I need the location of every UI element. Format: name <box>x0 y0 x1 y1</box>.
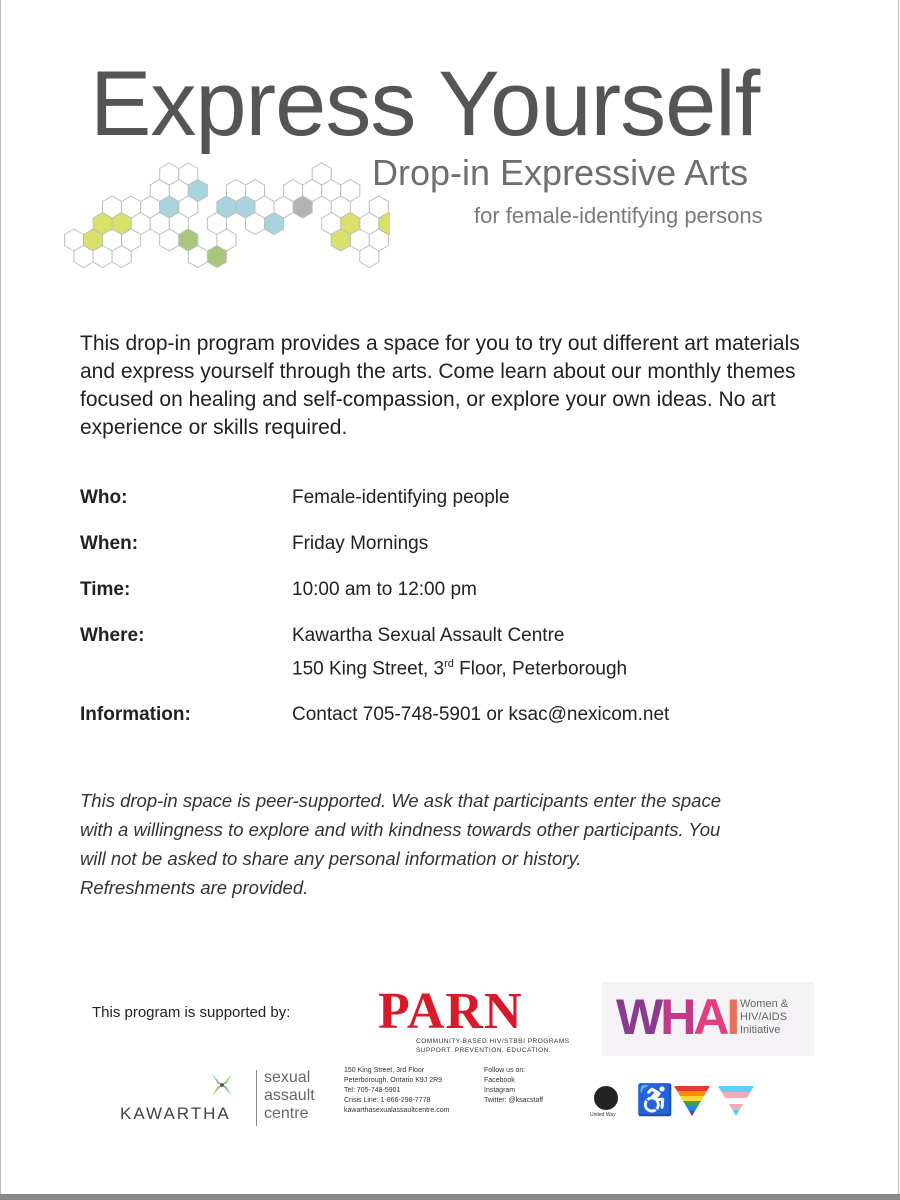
hexagon-cell <box>331 229 350 251</box>
page-subtitle: Drop-in Expressive Arts <box>372 152 749 193</box>
where-value <box>292 622 627 683</box>
notice-line-4: Refreshments are provided. <box>80 877 309 898</box>
hexagon-cell <box>217 196 236 218</box>
hexagon-cell <box>93 246 112 268</box>
detail-row-time <box>80 576 840 604</box>
program-details <box>80 484 840 747</box>
hexagon-cell <box>369 196 388 218</box>
where-line-1: Kawartha Sexual Assault Centre <box>292 625 565 646</box>
hexagon-cell <box>274 196 293 218</box>
whai-letter-w: W <box>616 989 661 1045</box>
whai-subtitle <box>740 998 788 1037</box>
whai-letter-h: H <box>660 989 694 1045</box>
whai-sub-line-2: HIV/AIDS <box>740 1011 788 1023</box>
who-label: Who: <box>80 487 128 508</box>
hexagon-cell <box>122 229 141 251</box>
hexagon-cell <box>160 229 179 251</box>
united-way-logo <box>594 1086 618 1110</box>
hexagon-cell <box>312 163 331 185</box>
social-line-3: Instagram <box>484 1087 516 1094</box>
information-value: Contact 705-748-5901 or ksac@nexicom.net <box>292 704 670 726</box>
supporters-label: This program is supported by: <box>92 1004 291 1021</box>
parn-tagline-1: COMMUNITY-BASED HIV/STBBI PROGRAMS <box>416 1038 570 1045</box>
where-line-2 <box>292 650 627 683</box>
time-label: Time: <box>80 579 131 600</box>
contact-line-2: Peterborough, Ontario K9J 2R9 <box>344 1077 443 1084</box>
wheelchair-icon: ♿ <box>636 1084 674 1117</box>
hexagon-cell <box>122 196 141 218</box>
ksac-leaf-icon <box>204 1070 240 1100</box>
where-address-city: Floor, Peterborough <box>453 658 628 680</box>
hexagon-cell <box>103 196 122 218</box>
audience-line: for female-identifying persons <box>474 203 763 228</box>
hexagon-cell <box>160 163 179 185</box>
whai-letter-a: A <box>693 989 727 1045</box>
ksac-line-centre: centre <box>264 1105 309 1122</box>
contact-line-3: Tel: 705-748-5901 <box>344 1087 401 1094</box>
where-label: Where: <box>80 625 145 646</box>
ksac-logo <box>120 1066 330 1130</box>
social-line-1: Follow us on: <box>484 1067 526 1074</box>
parn-wordmark: PARN <box>378 983 523 1040</box>
hexagon-cell <box>360 246 379 268</box>
whai-sub-line-3: Initiative <box>740 1024 781 1036</box>
contact-line-5: kawarthasexualassaultcentre.com <box>344 1107 450 1114</box>
hexagon-cell <box>217 229 236 251</box>
when-value: Friday Mornings <box>292 533 429 554</box>
ksac-line-sexual: sexual <box>264 1069 311 1086</box>
hexagon-cell <box>255 196 274 218</box>
parn-logo <box>378 983 588 1056</box>
whai-wordmark <box>616 989 738 1045</box>
where-address-street: 150 King Street, 3 <box>292 658 445 680</box>
trans-flag-icon <box>718 1086 754 1116</box>
ksac-wordmark: KAWARTHA <box>120 1104 231 1123</box>
ksac-divider <box>256 1070 257 1126</box>
notice-line-3: will not be asked to share any personal information or history. <box>80 848 582 869</box>
social-line-2: Facebook <box>484 1077 515 1084</box>
detail-row-where <box>80 622 840 683</box>
contact-line-4: Crisis Line: 1-866-298-7778 <box>344 1097 431 1104</box>
whai-sub-line-1: Women & <box>740 998 789 1010</box>
contact-line-1: 150 King Street, 3rd Floor <box>344 1067 425 1074</box>
detail-row-who <box>80 484 840 512</box>
time-value: 10:00 am to 12:00 pm <box>292 579 477 600</box>
hexagon-cell <box>74 246 93 268</box>
badge-row <box>590 1084 854 1126</box>
hexagon-cluster-graphic <box>60 160 390 270</box>
ksac-social-info <box>484 1066 543 1106</box>
who-value: Female-identifying people <box>292 487 510 508</box>
peer-support-notice <box>80 786 820 902</box>
notice-line-2: with a willingness to explore and with kindness towards other participants. You <box>80 819 721 840</box>
when-label: When: <box>80 533 139 554</box>
ksac-line-assault: assault <box>264 1087 315 1104</box>
where-floor-suffix: rd <box>444 658 454 670</box>
whai-letter-i: I <box>726 989 738 1045</box>
parn-tagline-2: SUPPORT. PREVENTION. EDUCATION. <box>416 1047 552 1054</box>
detail-row-when <box>80 530 840 558</box>
social-line-4: Twitter: @ksacstaff <box>484 1097 544 1104</box>
page-bottom-bar <box>0 1194 900 1200</box>
information-label: Information: <box>80 704 191 726</box>
detail-row-information <box>80 701 840 729</box>
page-title: Express Yourself <box>90 53 760 155</box>
rainbow-flag-icon <box>674 1086 710 1116</box>
hexagon-cell <box>188 246 207 268</box>
whai-logo <box>602 982 814 1056</box>
intro-paragraph: This drop-in program provides a space for you to try out different art materials and express yourself through the arts. Come learn about our monthly themes focused on healing and self-compassion, or explore your own ideas. No art experience or skills required. <box>80 332 800 439</box>
united-way-label: United Way <box>590 1112 616 1118</box>
notice-line-1: This drop-in space is peer-supported. We ask that participants enter the space <box>80 790 721 811</box>
ksac-contact-info <box>344 1066 449 1116</box>
